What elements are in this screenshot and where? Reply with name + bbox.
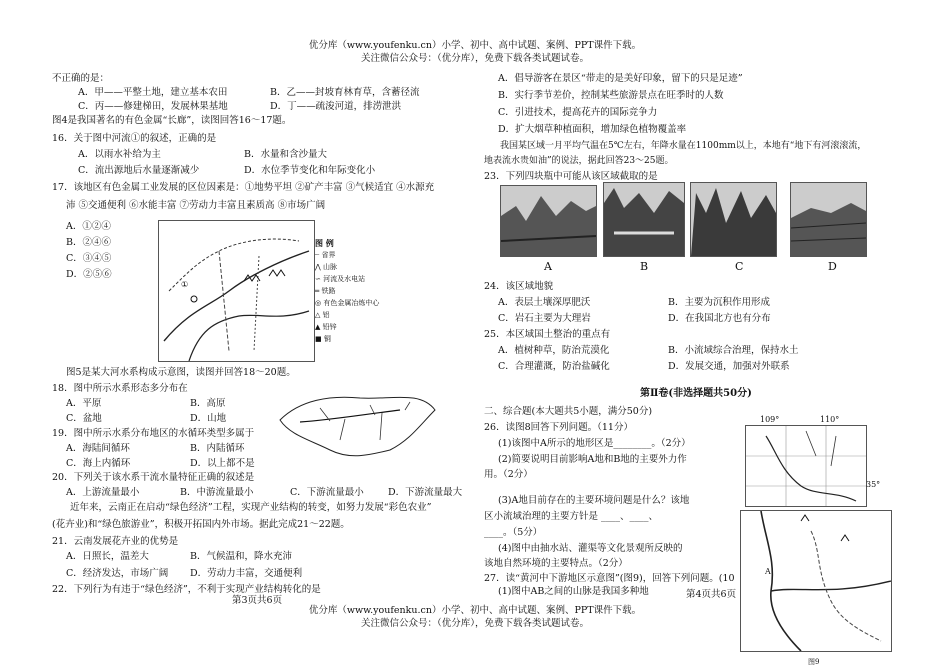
- intro23-line-1: 我国某区域一月平均气温在5℃左右，年降水量在1100mm以上，本地有“地下有河滚滚流，: [500, 141, 867, 151]
- q15-option-c: C．丙——修建梯田，发展林果基地: [78, 101, 228, 112]
- q22-option-a: A．倡导游客在景区“带走的是美好印象，留下的只是足迹”: [498, 73, 743, 84]
- intro21-line-1: 近年来，云南正在启动“绿色经济”工程，实现产业结构的转变，如努力发展“彩色农业”: [70, 502, 432, 513]
- q18-option-b: B．高原: [190, 398, 226, 409]
- header-line-2: 关注微信公众号：（优分库），免费下载各类试题试卷。: [360, 53, 589, 64]
- page-number-left: 第3页共6页: [232, 595, 283, 606]
- q17-option-c: C．③④⑤: [66, 253, 112, 264]
- q22-option-c: C．引进技术，提高花卉的国际竞争力: [498, 107, 658, 118]
- q19-option-a: A．海陆间循环: [66, 443, 130, 454]
- q16-option-c: C．流出源地后水量逐渐减少: [78, 165, 200, 176]
- footer-line-1: 优分库（www.youfenku.cn）小学、初中、高中试题、案例、PPT课件下载。: [308, 605, 642, 616]
- q27-part-1: (1)图中AB之间的山脉是我国多种地: [498, 586, 649, 597]
- q21-option-c: C．经济发达，市场广阔: [66, 568, 169, 579]
- q25-option-d: D．发展交通，加强对外联系: [668, 361, 790, 372]
- q19-option-b: B．内陆循环: [190, 443, 245, 454]
- q17-stem-line-2: 沛 ⑤交通便利 ⑥水能丰富 ⑦劳动力丰富且素质高 ⑧市场广阔: [66, 200, 326, 211]
- q23-label-d: D: [828, 260, 837, 273]
- q27-stem: 27．读“黄河中下游地区示意图”(图9)，回答下列问题。(10: [484, 573, 735, 584]
- legend-item-smelter: ◎ 有色金属冶炼中心: [315, 299, 380, 307]
- legend-item-mountain: ⋀ 山脉: [315, 263, 337, 271]
- q25-option-a: A．植树种草，防治荒漠化: [498, 345, 610, 356]
- q26-part-4-line-2: 该地自然环境的主要特点。（2分）: [484, 558, 628, 569]
- q20-option-b: B．中游流量最小: [180, 487, 254, 498]
- fig8-longitude-109: 109°: [760, 415, 780, 424]
- q23-image-c: [690, 182, 777, 257]
- legend-item-copper: ■ 铜: [315, 335, 331, 343]
- fig9-label-a: A: [765, 567, 771, 576]
- fig5-intro: 图5是某大河水系构成示意图，读图并回答18～20题。: [66, 367, 296, 378]
- q24-stem: 24．该区域地貌: [484, 281, 554, 292]
- part-2-heading: 二、综合题(本大题共5小题，满分50分): [484, 406, 653, 417]
- legend-item-aluminum: △ 铝: [315, 311, 330, 319]
- q24-option-d: D．在我国北方也有分布: [668, 313, 771, 324]
- legend-item-railway: ═ 铁路: [315, 287, 336, 295]
- q26-part-3-line-2: 区小流域治理的主要方针是 ____、____、: [484, 511, 659, 522]
- fig4-intro: 图4是我国著名的有色金属“长廊”，读图回答16～17题。: [52, 115, 292, 126]
- q25-option-c: C．合理灌溉，防治盐碱化: [498, 361, 610, 372]
- q15-option-b: B．乙——封坡育林育草，含蓄径流: [270, 87, 420, 98]
- q26-part-4-line-1: (4)图中由抽水站、灌渠等文化景观所反映的: [498, 543, 683, 554]
- svg-text:①: ①: [181, 280, 189, 289]
- q21-option-b: B．气候温和，降水充沛: [190, 551, 292, 562]
- q20-option-c: C．下游流量最小: [290, 487, 364, 498]
- q26-part-3-line-1: (3)A地目前存在的主要环境问题是什么？该地: [498, 495, 690, 506]
- q22-option-b: B．实行季节差价，控制某些旅游景点在旺季时的人数: [498, 90, 724, 101]
- page-number-right: 第4页共6页: [686, 589, 737, 600]
- q23-stem: 23．下列四块瓶中可能从该区域截取的是: [484, 171, 658, 182]
- q25-stem: 25．本区域国土整治的重点有: [484, 329, 611, 340]
- fig9-yellow-river-map: [740, 510, 892, 652]
- q20-option-a: A．上游流量最小: [66, 487, 140, 498]
- fig8-map: [745, 425, 867, 507]
- q15-option-d: D．丁——疏浚河道，排涝泄洪: [270, 101, 402, 112]
- q21-option-d: D．劳动力丰富，交通便利: [190, 568, 303, 579]
- fig4-metal-corridor-map: [158, 220, 315, 362]
- q24-option-b: B．主要为沉积作用形成: [668, 297, 770, 308]
- fig4-legend: [315, 238, 395, 358]
- intro21-line-2: (花卉业)和“绿色旅游业”，积极开拓国内外市场。据此完成21～22题。: [52, 519, 350, 530]
- q26-part-1: (1)该图中A所示的地形区是________。（2分）: [498, 438, 691, 449]
- legend-item-river: ∽ 河流及水电站: [315, 275, 366, 283]
- fig5-river-system: [270, 380, 440, 470]
- q23-image-a: [500, 185, 597, 257]
- q23-label-a: A: [544, 260, 552, 273]
- q18-option-d: D．山地: [190, 413, 227, 424]
- q19-option-c: C．海上内循环: [66, 458, 131, 469]
- footer-line-2: 关注微信公众号：（优分库），免费下载各类试题试卷。: [360, 618, 589, 629]
- q23-label-c: C: [735, 260, 744, 273]
- q19-option-d: D．以上都不是: [190, 458, 255, 469]
- q26-part-3-line-3: ____。（5分）: [484, 527, 543, 538]
- q23-image-d: [790, 182, 867, 257]
- q26-part-2-line-1: (2)简要说明目前影响A地和B地的主要外力作: [498, 454, 687, 465]
- header-line-1: 优分库（www.youfenku.cn）小学、初中、高中试题、案例、PPT课件下载。: [308, 40, 642, 51]
- q18-stem: 18．图中所示水系形态多分布在: [52, 383, 188, 394]
- q16-option-a: A．以雨水补给为主: [78, 149, 161, 160]
- q22-option-d: D．扩大烟草种植面积，增加绿色植物覆盖率: [498, 124, 687, 135]
- q25-option-b: B．小流域综合治理，保持水土: [668, 345, 799, 356]
- q20-option-d: D．下游流量最大: [388, 487, 463, 498]
- q21-option-a: A．日照长，温差大: [66, 551, 149, 562]
- q17-option-a: A．①②④: [66, 221, 111, 232]
- fig8-latitude-35: 35°: [866, 480, 881, 489]
- q21-stem: 21．云南发展花卉业的优势是: [52, 536, 179, 547]
- q22-stem: 22．下列行为有违于“绿色经济”，不利于实现产业结构转化的是: [52, 584, 321, 595]
- q19-stem: 19．图中所示水系分布地区的水循环类型多属于: [52, 428, 255, 439]
- q15-tail: 不正确的是：: [52, 73, 110, 84]
- q17-option-b: B．②④⑥: [66, 237, 111, 248]
- q15-option-a: A．甲——平整土地，建立基本农田: [78, 87, 228, 98]
- section-2-title: 第Ⅱ卷(非选择题共50分): [640, 388, 752, 399]
- q24-option-c: C．岩石主要为大理岩: [498, 313, 591, 324]
- legend-item-border: ┈ 省界: [315, 251, 336, 259]
- fig8-longitude-110: 110°: [820, 415, 840, 424]
- q17-stem-line-1: 17．该地区有色金属工业发展的区位因素是：①地势平坦 ②矿产丰富 ③气候适宜 ④水源充: [52, 182, 435, 193]
- q26-part-2-line-2: 用。（2分）: [484, 469, 533, 480]
- q16-option-d: D．水位季节变化和年际变化小: [244, 165, 376, 176]
- q20-stem: 20．下列关于该水系干流水量特征正确的叙述是: [52, 472, 255, 483]
- fig9-caption: 图9: [808, 658, 820, 666]
- q16-option-b: B．水量和含沙量大: [244, 149, 327, 160]
- q16-stem: 16．关于图中河流①的叙述，正确的是: [52, 133, 217, 144]
- q26-stem: 26．读图8回答下列问题。（11分）: [484, 422, 633, 433]
- intro23-line-2: 地表流水贵如油”的说法，据此回答23～25题。: [484, 156, 674, 166]
- q24-option-a: A．表层土壤深厚肥沃: [498, 297, 591, 308]
- q23-image-b: [603, 182, 685, 257]
- q18-option-c: C．盆地: [66, 413, 102, 424]
- legend-title: 图 例: [315, 238, 334, 248]
- q17-option-d: D．②⑤⑥: [66, 269, 112, 280]
- q18-option-a: A．平原: [66, 398, 102, 409]
- q23-label-b: B: [640, 260, 649, 273]
- legend-item-lead-zinc: ▲ 铅锌: [315, 323, 337, 331]
